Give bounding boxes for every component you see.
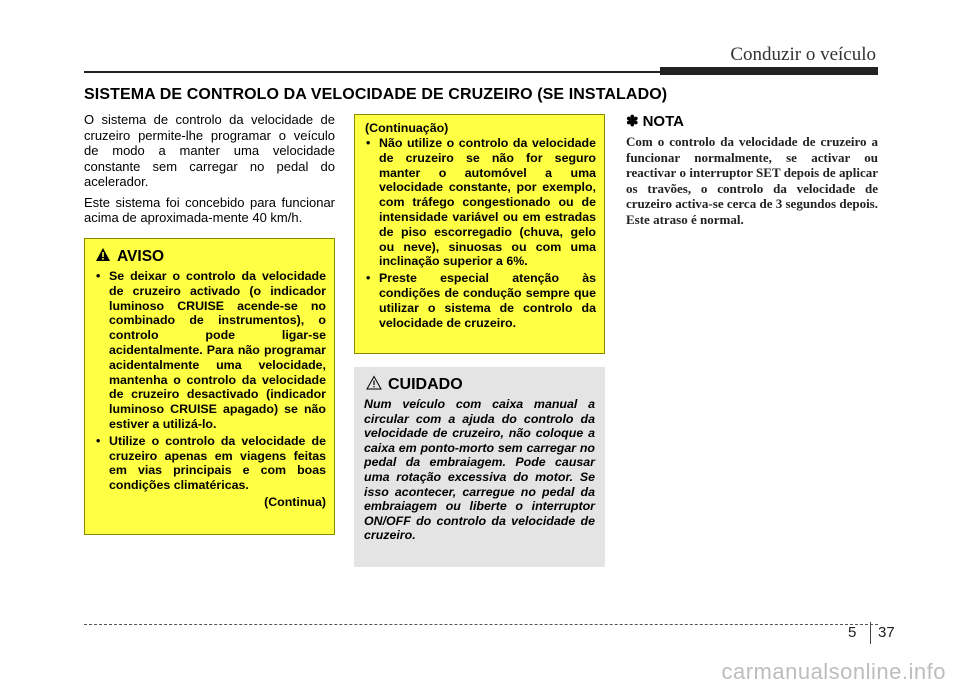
continuation-box: [354, 114, 605, 354]
intro-column: [84, 112, 335, 231]
continuation-item: • Não utilize o controlo da velocidade de cruzeiro se não for seguro manter o automóvel a uma velocidade constante, por exemplo, com tráfego congestionado ou de intensidade variável ou em estradas de piso escorregadio (chuva, gelo ou neve), sinuosas ou com uma inclinação superior a 6%.: [363, 136, 596, 269]
note-header: [626, 112, 878, 130]
warning-box: [84, 238, 335, 535]
continues-label: (Continua): [264, 494, 326, 509]
note-text: Com o controlo da velocidade de cruzeiro a funcionar normalmente, se activar ou reactivar o interruptor SET depois de aplicar os travões, o controlo da velocidade de cruzeiro activa-se cerca de 3 segundos depois. Este atraso é normal.: [626, 134, 878, 227]
chapter-number: 5: [848, 624, 857, 641]
caution-triangle-icon: [366, 375, 382, 395]
caution-box: [354, 367, 605, 567]
note-label: NOTA: [642, 112, 684, 130]
caution-text: Num veículo com caixa manual a circular com a ajuda do controlo da velocidade de cruzeiro, não coloque a caixa em ponto-morto sem carregar no pedal da embraiagem. Pode causar uma rotação excessiva do motor. Se isso acontecer, carregue no pedal da embraiagem ou liberte o interruptor ON/OFF do controlo da velocidade de cruzeiro.: [364, 397, 595, 543]
page-number-divider: [870, 622, 871, 644]
note-box: [626, 112, 878, 227]
continuation-label: (Continuação): [365, 121, 449, 135]
warning-triangle-icon: [95, 247, 111, 267]
intro-paragraph-1: O sistema de controlo da velocidade de cruzeiro permite-lhe programar o veículo de modo a manter uma velocidade constante sem carregar no pedal do acelerador.: [84, 112, 335, 189]
intro-paragraph-2: Este sistema foi concebido para funcionar acima de aproximada-mente 40 km/h.: [84, 194, 335, 225]
warning-label: AVISO: [117, 248, 165, 265]
section-title: SISTEMA DE CONTROLO DA VELOCIDADE DE CRUZEIRO (SE INSTALADO): [84, 86, 668, 103]
watermark: carmanualsonline.info: [721, 659, 946, 684]
caution-label: CUIDADO: [388, 376, 463, 393]
page-number: 37: [878, 624, 895, 641]
continuation-list: [363, 136, 596, 330]
warning-list: [93, 269, 326, 493]
continuation-item: • Preste especial atenção às condições de condução sempre que utilizar o sistema de controlo da velocidade de cruzeiro.: [363, 271, 596, 330]
warning-header: [95, 247, 326, 267]
chapter-header-title: Conduzir o veículo: [730, 44, 876, 65]
asterisk-icon: ✽: [626, 113, 639, 130]
footer-rule: [84, 624, 878, 625]
header-rule-bold: [660, 67, 878, 75]
warning-item: • Se deixar o controlo da velocidade de cruzeiro activado (o indicador luminoso CRUISE acende-se no combinado de instrumentos), o controlo pode ligar-se acidentalmente. Para não programar acidentalmente uma velocidade, mantenha o controlo da velocidade de cruzeiro desactivado (indicador luminoso CRUISE apagado) se não estiver a utilizá-lo.: [93, 269, 326, 432]
warning-item: • Utilize o controlo da velocidade de cruzeiro apenas em viagens feitas em vias principais e com boas condições climatéricas.: [93, 434, 326, 493]
header-rule: [84, 71, 660, 73]
caution-header: [366, 375, 595, 395]
